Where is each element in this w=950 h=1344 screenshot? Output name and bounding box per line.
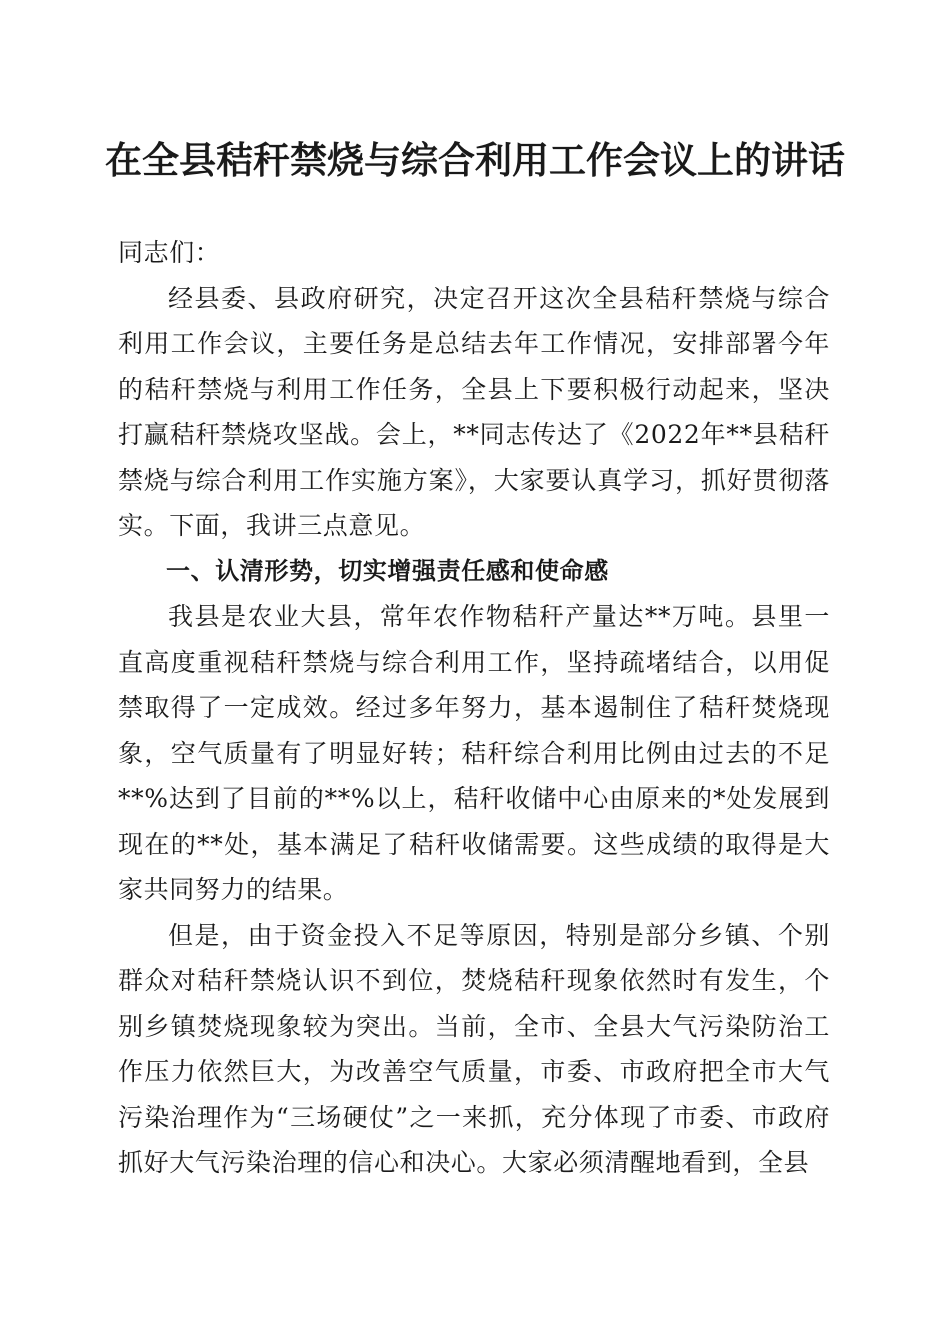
document-title: 在全县秸秆禁烧与综合利用工作会议上的讲话 (105, 138, 845, 182)
section-heading: 一、认清形势，切实增强责任感和使命感 (166, 556, 609, 585)
salutation: 同志们： (118, 238, 221, 267)
intro-paragraph: 经县委、县政府研究，决定召开这次全县秸秆禁烧与综合利用工作会议，主要任务是总结去年工作情况，安排部署今年的秸秆禁烧与利用工作任务，全县上下要积极行动起来，坚决打赢秸秆禁烧攻坚战。会上，**同志传达了《2022年**县秸秆禁烧与综合利用工作实施方案》，大家要认真学习，抓好贯彻落实。下面，我讲三点意见。 (118, 283, 830, 540)
body-paragraph: 但是，由于资金投入不足等原因，特别是部分乡镇、个别群众对秸秆禁烧认识不到位，焚烧秸秆现象依然时有发生，个别乡镇焚烧现象较为突出。当前，全市、全县大气污染防治工作压力依然巨大，为改善空气质量，市委、市政府把全市大气污染治理作为“三场硬仗”之一来抓，充分体现了市委、市政府抓好大气污染治理的信心和决心。大家必须清醒地看到，全县 (118, 920, 830, 1177)
body-paragraph: 我县是农业大县，常年农作物秸秆产量达**万吨。县里一直高度重视秸秆禁烧与综合利用工作，坚持疏堵结合，以用促禁取得了一定成效。经过多年努力，基本遏制住了秸秆焚烧现象，空气质量有了明显好转；秸秆综合利用比例由过去的不足**%达到了目前的**%以上，秸秆收储中心由原来的*处发展到现在的**处，基本满足了秸秆收储需要。这些成绩的取得是大家共同努力的结果。 (118, 602, 830, 904)
document-body (118, 230, 830, 1186)
